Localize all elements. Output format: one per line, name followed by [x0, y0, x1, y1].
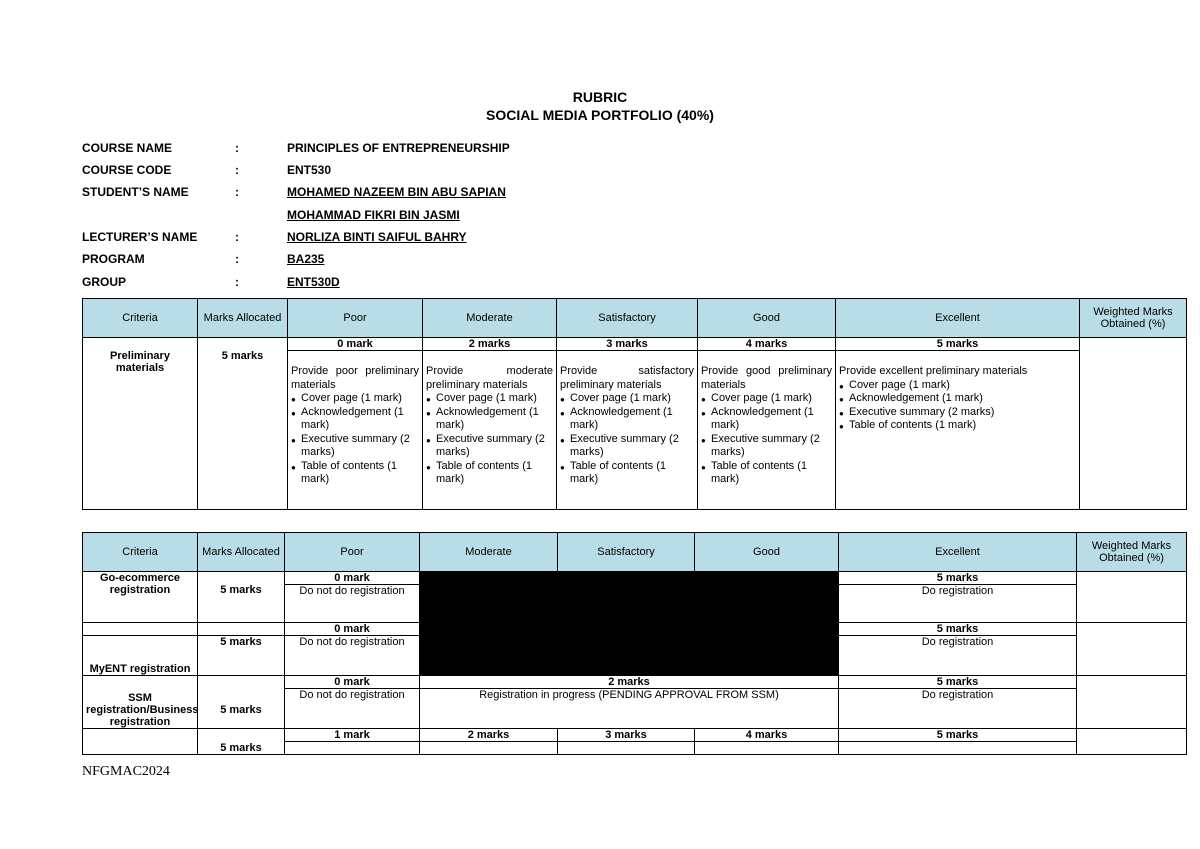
level-mark-cell: 1 mark — [285, 729, 420, 742]
info-colon: : — [235, 275, 239, 289]
list-item: ● Executive summary (2 marks) — [570, 433, 694, 460]
marks-allocated-cell: 5 marks — [198, 338, 288, 510]
course-name-value: PRINCIPLES OF ENTREPRENEURSHIP — [287, 141, 510, 155]
level-mark-cell: 4 marks — [695, 729, 839, 742]
header-poor: Poor — [285, 533, 420, 572]
registration-rubric-table — [82, 532, 1187, 755]
rubric-subtitle: SOCIAL MEDIA PORTFOLIO (40%) — [486, 107, 714, 123]
empty-cell — [420, 742, 558, 755]
info-label: LECTURER’S NAME — [82, 230, 198, 244]
header-poor: Poor — [288, 299, 423, 338]
list-item: ● Cover page (1 mark) — [711, 392, 832, 406]
blocked-cell — [420, 572, 558, 623]
header-criteria: Criteria — [83, 299, 198, 338]
list-item: ● Acknowledgement (1 mark) — [436, 406, 553, 433]
weighted-marks-cell[interactable] — [1077, 623, 1187, 676]
header-moderate: Moderate — [423, 299, 557, 338]
list-item: ● Executive summary (2 marks) — [301, 433, 419, 460]
description-intro: Provide moderate preliminary materials — [426, 365, 553, 391]
weighted-marks-cell[interactable] — [1077, 729, 1187, 755]
excellent-description: Do registration — [839, 689, 1077, 729]
list-item: ● Cover page (1 mark) — [849, 379, 1076, 393]
level-mark-cell: 5 marks — [839, 729, 1077, 742]
list-item: ● Executive summary (2 marks) — [849, 406, 1076, 420]
level-mark-cell: 2 marks — [420, 729, 558, 742]
header-marks-allocated: Marks Allocated — [198, 299, 288, 338]
table-header-row — [83, 533, 1187, 572]
poor-description — [288, 351, 423, 510]
weighted-marks-cell[interactable] — [1080, 338, 1187, 510]
criteria-cell: SSM registration/Business registration — [83, 676, 198, 729]
criteria-cell: Preliminary materials — [83, 338, 198, 510]
table-row — [83, 729, 1187, 742]
poor-description: Do not do registration — [285, 689, 420, 729]
satisfactory-description — [557, 351, 698, 510]
header-satisfactory: Satisfactory — [557, 299, 698, 338]
description-intro: Provide good preliminary materials — [701, 365, 832, 391]
info-label: GROUP — [82, 275, 127, 289]
criteria-list — [291, 392, 419, 487]
info-label: COURSE NAME — [82, 141, 173, 155]
list-item: ● Acknowledgement (1 mark) — [711, 406, 832, 433]
poor-description: Do not do registration — [285, 585, 420, 623]
empty-cell — [558, 742, 695, 755]
criteria-list — [701, 392, 832, 487]
marks-allocated-cell: 5 marks — [198, 636, 285, 676]
info-label: STUDENT’S NAME — [82, 185, 189, 199]
header-weighted-marks: Weighted Marks Obtained (%) — [1080, 299, 1187, 338]
info-label: COURSE CODE — [82, 163, 172, 177]
program-value: BA235 — [287, 252, 325, 266]
level-mark-cell: 5 marks — [839, 676, 1077, 689]
level-mark-cell: 0 mark — [285, 623, 420, 636]
criteria-cell: MyENT registration — [83, 636, 198, 676]
description-intro: Provide satisfactory preliminary materials — [560, 365, 694, 391]
list-item: ● Cover page (1 mark) — [301, 392, 419, 406]
criteria-list — [426, 392, 553, 487]
info-colon: : — [235, 163, 239, 177]
student-name-value: MOHAMED NAZEEM BIN ABU SAPIAN — [287, 185, 506, 199]
preliminary-rubric-table — [82, 298, 1187, 510]
level-mark-cell: 5 marks — [839, 623, 1077, 636]
header-good: Good — [695, 533, 839, 572]
info-colon: : — [235, 252, 239, 266]
list-item: ● Executive summary (2 marks) — [436, 433, 553, 460]
level-mark-cell: 2 marks — [420, 676, 839, 689]
blocked-cell — [420, 623, 558, 676]
list-item: ● Table of contents (1 mark) — [436, 460, 553, 487]
marks-allocated-cell: 5 marks — [198, 729, 285, 755]
list-item: ● Acknowledgement (1 mark) — [849, 392, 1076, 406]
level-mark-cell: 0 mark — [285, 572, 420, 585]
in-progress-description: Registration in progress (PENDING APPROVAL FROM SSM) — [420, 689, 839, 729]
info-colon: : — [235, 141, 239, 155]
empty-cell — [198, 623, 285, 636]
excellent-description: Do registration — [839, 585, 1077, 623]
blocked-cell — [558, 623, 695, 676]
criteria-cell: Go-ecommerce registration — [83, 572, 198, 623]
excellent-description — [836, 351, 1080, 510]
group-value: ENT530D — [287, 275, 340, 289]
good-description — [698, 351, 836, 510]
table-row — [83, 572, 1187, 585]
header-excellent: Excellent — [836, 299, 1080, 338]
description-intro: Provide excellent preliminary materials — [839, 365, 1028, 377]
empty-cell — [839, 742, 1077, 755]
level-mark-cell: 3 marks — [557, 338, 698, 351]
weighted-marks-cell[interactable] — [1077, 572, 1187, 623]
table-row — [83, 623, 1187, 636]
student-name-value: MOHAMMAD FIKRI BIN JASMI — [287, 208, 460, 222]
poor-description: Do not do registration — [285, 636, 420, 676]
criteria-list — [839, 379, 1076, 433]
empty-cell — [695, 742, 839, 755]
list-item: ● Table of contents (1 mark) — [570, 460, 694, 487]
list-item: ● Acknowledgement (1 mark) — [570, 406, 694, 433]
list-item: ● Cover page (1 mark) — [436, 392, 553, 406]
empty-cell — [83, 623, 198, 636]
header-marks-allocated: Marks Allocated — [198, 533, 285, 572]
blocked-cell — [695, 623, 839, 676]
rubric-title: RUBRIC — [572, 89, 628, 105]
header-moderate: Moderate — [420, 533, 558, 572]
info-colon: : — [235, 185, 239, 199]
marks-allocated-cell: 5 marks — [198, 572, 285, 623]
moderate-description — [423, 351, 557, 510]
marks-allocated-cell: 5 marks — [198, 676, 285, 729]
header-satisfactory: Satisfactory — [558, 533, 695, 572]
list-item: ● Cover page (1 mark) — [570, 392, 694, 406]
description-intro: Provide poor preliminary materials — [291, 365, 419, 391]
blocked-cell — [695, 572, 839, 623]
blocked-cell — [558, 572, 695, 623]
excellent-description: Do registration — [839, 636, 1077, 676]
level-mark-cell: 3 marks — [558, 729, 695, 742]
list-item: ● Executive summary (2 marks) — [711, 433, 832, 460]
list-item: ● Table of contents (1 mark) — [301, 460, 419, 487]
level-mark-cell: 0 mark — [285, 676, 420, 689]
empty-cell — [285, 742, 420, 755]
level-mark-cell: 0 mark — [288, 338, 423, 351]
header-criteria: Criteria — [83, 533, 198, 572]
lecturer-name-value: NORLIZA BINTI SAIFUL BAHRY — [287, 230, 467, 244]
header-excellent: Excellent — [839, 533, 1077, 572]
header-good: Good — [698, 299, 836, 338]
weighted-marks-cell[interactable] — [1077, 676, 1187, 729]
table-row — [83, 676, 1187, 689]
level-mark-cell: 5 marks — [836, 338, 1080, 351]
level-mark-cell: 2 marks — [423, 338, 557, 351]
level-mark-cell: 5 marks — [839, 572, 1077, 585]
list-item: ● Acknowledgement (1 mark) — [301, 406, 419, 433]
header-weighted-marks: Weighted Marks Obtained (%) — [1077, 533, 1187, 572]
criteria-list — [560, 392, 694, 487]
info-label: PROGRAM — [82, 252, 145, 266]
table-header-row — [83, 299, 1187, 338]
level-mark-cell: 4 marks — [698, 338, 836, 351]
info-colon: : — [235, 230, 239, 244]
course-code-value: ENT530 — [287, 163, 332, 177]
list-item: ● Table of contents (1 mark) — [711, 460, 832, 487]
list-item: ● Table of contents (1 mark) — [849, 419, 1076, 433]
footer-code: NFGMAC2024 — [82, 764, 170, 779]
criteria-cell — [83, 729, 198, 755]
table-row — [83, 338, 1187, 351]
